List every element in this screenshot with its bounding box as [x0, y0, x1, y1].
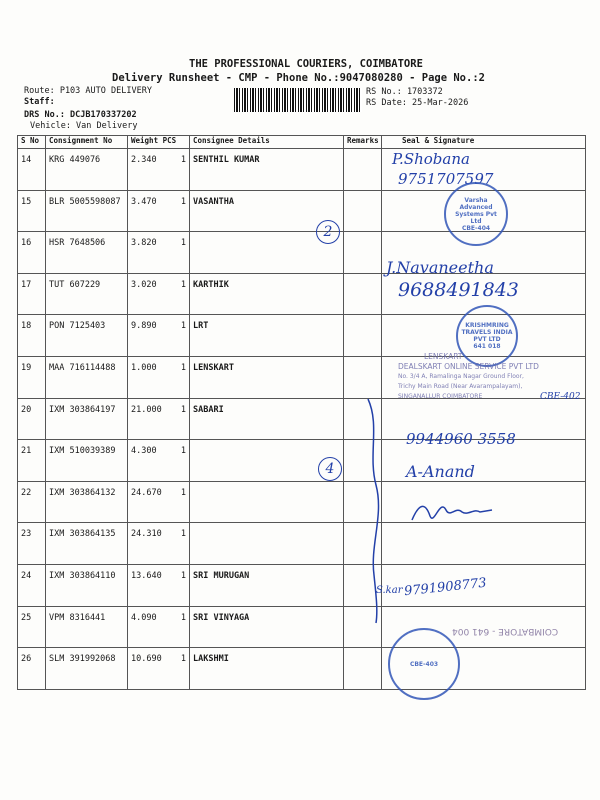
cell-consignment: TUT 607229 — [46, 273, 128, 315]
table-row — [18, 232, 586, 274]
stamp-1-code: CBE-404 — [461, 224, 491, 232]
cell-consignee: VASANTHA — [190, 190, 344, 232]
staff: Staff: — [24, 97, 55, 107]
cell-sno: 25 — [18, 606, 46, 648]
pcs-value: 1 — [180, 404, 186, 415]
weight-value: 3.470 — [131, 196, 157, 207]
cell-consignee — [190, 481, 344, 523]
cell-remarks — [344, 149, 382, 191]
cell-weight-pcs — [128, 315, 190, 357]
col-remarks: Remarks — [344, 136, 382, 149]
cell-seal — [382, 523, 586, 565]
table-row — [18, 648, 586, 690]
pcs-value: 1 — [180, 362, 186, 373]
circled-number-1: 2 — [316, 220, 340, 244]
cell-remarks — [344, 315, 382, 357]
cell-sno: 24 — [18, 564, 46, 606]
weight-value: 4.090 — [131, 612, 157, 623]
cell-weight-pcs — [128, 606, 190, 648]
stamp-2-text: KRISHMRING TRAVELS INDIA PVT LTD — [461, 322, 513, 343]
col-seal-signature: Seal & Signature — [382, 136, 586, 149]
company-stamp-3 — [388, 628, 460, 700]
handwritten-name-3: A-Anand — [406, 462, 475, 481]
cell-weight-pcs — [128, 273, 190, 315]
cell-weight-pcs — [128, 440, 190, 482]
col-consignment: Consignment No — [46, 136, 128, 149]
coimbatore-stamp-text: COIMBATORE - 641 004 — [452, 626, 559, 636]
lenskart-stamp-line-4: Trichy Main Road (Near Avarampalayam), — [398, 383, 523, 390]
cell-consignee: KARTHIK — [190, 273, 344, 315]
cell-weight-pcs — [128, 648, 190, 690]
cell-sno: 17 — [18, 273, 46, 315]
weight-value: 4.300 — [131, 446, 157, 457]
cell-remarks — [344, 232, 382, 274]
signature-phone-1: 9751707597 — [398, 170, 494, 188]
cell-consignee: SRI MURUGAN — [190, 564, 344, 606]
cell-consignee: LAKSHMI — [190, 648, 344, 690]
cell-consignment: VPM 8316441 — [46, 606, 128, 648]
cell-consignment: SLM 391992068 — [46, 648, 128, 690]
cell-consignee: SRI VINYAGA — [190, 606, 344, 648]
cell-consignment: IXM 510039389 — [46, 440, 128, 482]
pcs-value: 1 — [180, 446, 186, 457]
pcs-value: 1 — [180, 612, 186, 623]
pcs-value: 1 — [180, 196, 186, 207]
cell-sno: 21 — [18, 440, 46, 482]
stamp-3-code: CBE-403 — [409, 660, 439, 668]
cell-consignment: IXM 303864135 — [46, 523, 128, 565]
cell-consignee — [190, 523, 344, 565]
cell-weight-pcs — [128, 190, 190, 232]
cell-remarks — [344, 273, 382, 315]
pcs-value: 1 — [180, 529, 186, 540]
rs-number: RS No.: 1703372 — [366, 87, 443, 97]
cell-weight-pcs — [128, 149, 190, 191]
handwritten-phone-3: 9944960 3558 — [406, 430, 516, 448]
cell-consignment: IXM 303864197 — [46, 398, 128, 440]
drs-number: DRS No.: DCJB170337202 — [24, 110, 137, 120]
cell-sno: 15 — [18, 190, 46, 232]
col-sno: S No — [18, 136, 46, 149]
cell-consignee: SENTHIL KUMAR — [190, 149, 344, 191]
signature-name-2: J.Navaneetha — [386, 258, 494, 277]
barcode — [234, 88, 362, 112]
vehicle: Vehicle: Van Delivery — [30, 121, 138, 131]
pcs-value: 1 — [180, 155, 186, 165]
pcs-value: 1 — [180, 279, 186, 290]
weight-value: 13.640 — [131, 570, 162, 581]
cell-remarks — [344, 356, 382, 398]
pcs-value: 1 — [180, 321, 186, 332]
signature-name-1: P.Shobana — [392, 150, 470, 168]
lenskart-stamp — [398, 352, 539, 402]
weight-value: 24.670 — [131, 487, 162, 498]
lenskart-stamp-line-3: No. 3/4 A, Ramalinga Nagar Ground Floor, — [398, 373, 524, 380]
pcs-value: 1 — [180, 487, 186, 498]
weight-value: 9.890 — [131, 321, 157, 332]
stamp-1-text: Varsha Advanced Systems Pvt Ltd — [455, 196, 497, 225]
cell-consignment: MAA 716114488 — [46, 356, 128, 398]
cell-sno: 26 — [18, 648, 46, 690]
cell-consignee: SABARI — [190, 398, 344, 440]
weight-value: 3.820 — [131, 238, 157, 249]
stamp-2-code: 641 018 — [473, 343, 501, 350]
signature-phone-2: 9688491843 — [398, 279, 519, 301]
table-row — [18, 149, 586, 191]
cell-weight-pcs — [128, 232, 190, 274]
cell-consignment: KRG 449076 — [46, 149, 128, 191]
cell-consignee: LENSKART — [190, 356, 344, 398]
table-row — [18, 481, 586, 523]
pcs-value: 1 — [180, 570, 186, 581]
lenskart-stamp-line-1: LENSKART — [424, 352, 463, 361]
cell-remarks — [344, 190, 382, 232]
cell-weight-pcs — [128, 356, 190, 398]
handwritten-phone-4: 9791908773 — [403, 575, 488, 600]
cell-consignee: LRT — [190, 315, 344, 357]
lenskart-code: CBE-402 — [540, 392, 581, 402]
cell-sno: 18 — [18, 315, 46, 357]
lenskart-stamp-line-2: DEALSKART ONLINE SERVICE PVT LTD — [398, 362, 539, 371]
cell-sno: 19 — [18, 356, 46, 398]
pcs-value: 1 — [180, 238, 186, 249]
cell-consignment: PON 7125403 — [46, 315, 128, 357]
cell-weight-pcs — [128, 398, 190, 440]
cell-weight-pcs — [128, 481, 190, 523]
signature-scribble — [410, 496, 494, 526]
weight-value: 2.340 — [131, 155, 157, 165]
cell-remarks — [344, 648, 382, 690]
cell-weight-pcs — [128, 523, 190, 565]
weight-value: 24.310 — [131, 529, 162, 540]
handwritten-name-4: S.kar — [376, 585, 403, 596]
company-stamp-1 — [444, 182, 508, 246]
cell-sno: 22 — [18, 481, 46, 523]
cell-consignment: HSR 7648506 — [46, 232, 128, 274]
cell-weight-pcs — [128, 564, 190, 606]
route: Route: P103 AUTO DELIVERY — [24, 86, 152, 96]
cell-sno: 23 — [18, 523, 46, 565]
cell-sno: 14 — [18, 149, 46, 191]
cell-consignment: BLR 5005598087 — [46, 190, 128, 232]
weight-value: 3.020 — [131, 279, 157, 290]
table-row — [18, 564, 586, 606]
company-name: THE PROFESSIONAL COURIERS, COIMBATORE — [189, 58, 423, 70]
table-row — [18, 523, 586, 565]
cell-sno: 16 — [18, 232, 46, 274]
col-consignee: Consignee Details — [190, 136, 344, 149]
lenskart-stamp-line-5: SINGANALLUR COIMBATORE — [398, 393, 483, 400]
runsheet-title: Delivery Runsheet - CMP - Phone No.:9047080280 - Page No.:2 — [112, 72, 485, 84]
cell-consignment: IXM 303864132 — [46, 481, 128, 523]
col-weight-pcs: Weight PCS — [128, 136, 190, 149]
circled-number-2: 4 — [318, 457, 342, 481]
cell-sno: 20 — [18, 398, 46, 440]
cell-consignment: IXM 303864110 — [46, 564, 128, 606]
weight-value: 21.000 — [131, 404, 162, 415]
rs-date: RS Date: 25-Mar-2026 — [366, 98, 469, 108]
table-header-row — [18, 136, 586, 149]
pcs-value: 1 — [180, 654, 186, 665]
weight-value: 10.690 — [131, 654, 162, 665]
weight-value: 1.000 — [131, 362, 157, 373]
coimbatore-stamp — [452, 626, 558, 636]
